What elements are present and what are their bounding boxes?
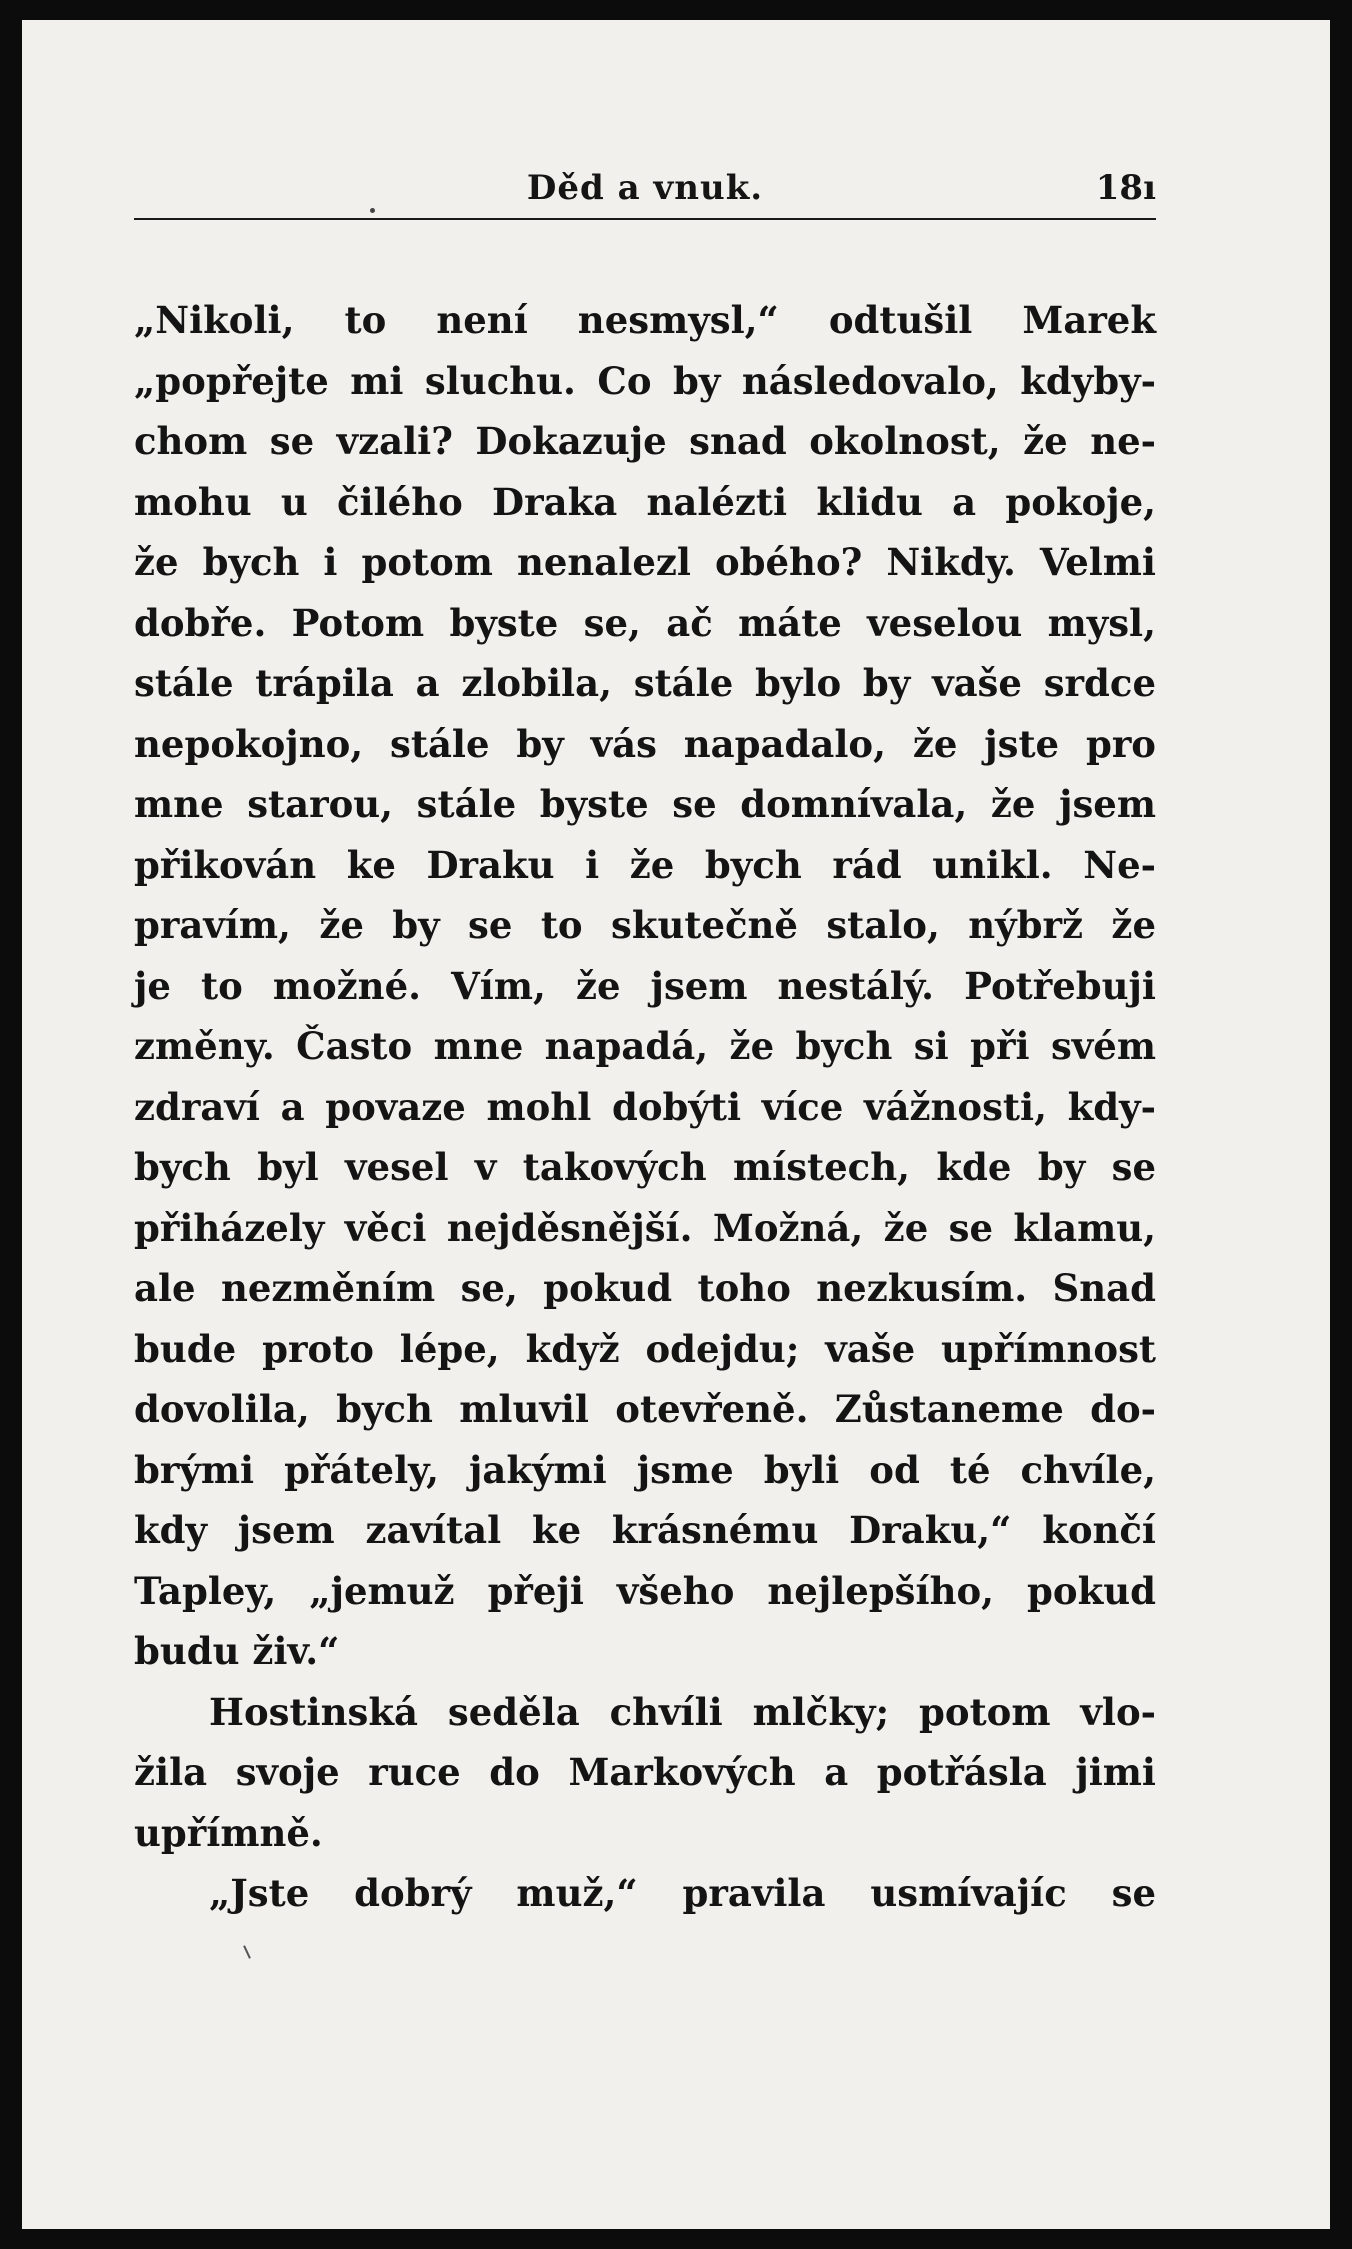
text-line: zdraví a povaze mohl dobýti více vážnosti, kdy-	[134, 1084, 1156, 1129]
text-line: mne starou, stále byste se domnívala, že jsem	[134, 782, 1156, 826]
text-line: žila svoje ruce do Markových a potřásla jimi	[134, 1750, 1156, 1794]
text-line: přiházely věci nejděsnější. Možná, že se klamu,	[134, 1205, 1156, 1250]
text-line: přikován ke Draku i že bych rád unikl. Ne-	[134, 842, 1156, 887]
text-line: Tapley, „jemuž přeji všeho nejlepšího, pokud	[134, 1568, 1156, 1613]
text-line: mohu u čilého Draka nalézti klidu a pokoje,	[134, 479, 1156, 524]
paragraph-end-line: budu živ.“	[134, 1629, 340, 1673]
text-line: „Nikoli, to není nesmysl,“ odtušil Marek	[134, 298, 1156, 342]
running-header	[134, 168, 1156, 220]
book-page	[22, 20, 1330, 2229]
text-line: dobře. Potom byste se, ač máte veselou mysl,	[134, 600, 1156, 645]
text-line: nepokojno, stále by vás napadalo, že jste pro	[134, 721, 1156, 766]
ink-speck	[243, 1945, 251, 1959]
paragraph-end-line: upřímně.	[134, 1810, 323, 1855]
ink-dot	[370, 208, 375, 213]
text-line: „popřejte mi sluchu. Co by následovalo, kdyby-	[134, 358, 1156, 403]
text-line: stále trápila a zlobila, stále bylo by vaše srdce	[134, 661, 1156, 705]
text-line: pravím, že by se to skutečně stalo, nýbrž že	[134, 903, 1156, 947]
text-line: že bych i potom nenalezl obého? Nikdy. Velmi	[134, 540, 1156, 584]
text-line: dovolila, bych mluvil otevřeně. Zůstaneme do-	[134, 1387, 1156, 1431]
text-line: brými přátely, jakými jsme byli od té chvíle,	[134, 1447, 1156, 1492]
text-line: kdy jsem zavítal ke krásnému Draku,“ končí	[134, 1508, 1156, 1552]
text-line: změny. Často mne napadá, že bych si při svém	[134, 1024, 1156, 1068]
text-line: bude proto lépe, když odejdu; vaše upřímnost	[134, 1326, 1156, 1371]
text-line: je to možné. Vím, že jsem nestálý. Potřebuji	[134, 963, 1156, 1008]
page-number: 18ı	[1095, 168, 1156, 208]
running-title: Děd a vnuk.	[526, 168, 764, 208]
paragraph-first-line: „Jste dobrý muž,“ pravila usmívajíc se	[209, 1871, 1156, 1915]
text-line: bych byl vesel v takových místech, kde by se	[134, 1145, 1156, 1189]
paragraph-first-line: Hostinská seděla chvíli mlčky; potom vlo-	[209, 1689, 1156, 1734]
text-line: ale nezměním se, pokud toho nezkusím. Snad	[134, 1266, 1156, 1310]
body-text	[134, 290, 1156, 1924]
text-line: chom se vzali? Dokazuje snad okolnost, že ne-	[134, 419, 1156, 463]
